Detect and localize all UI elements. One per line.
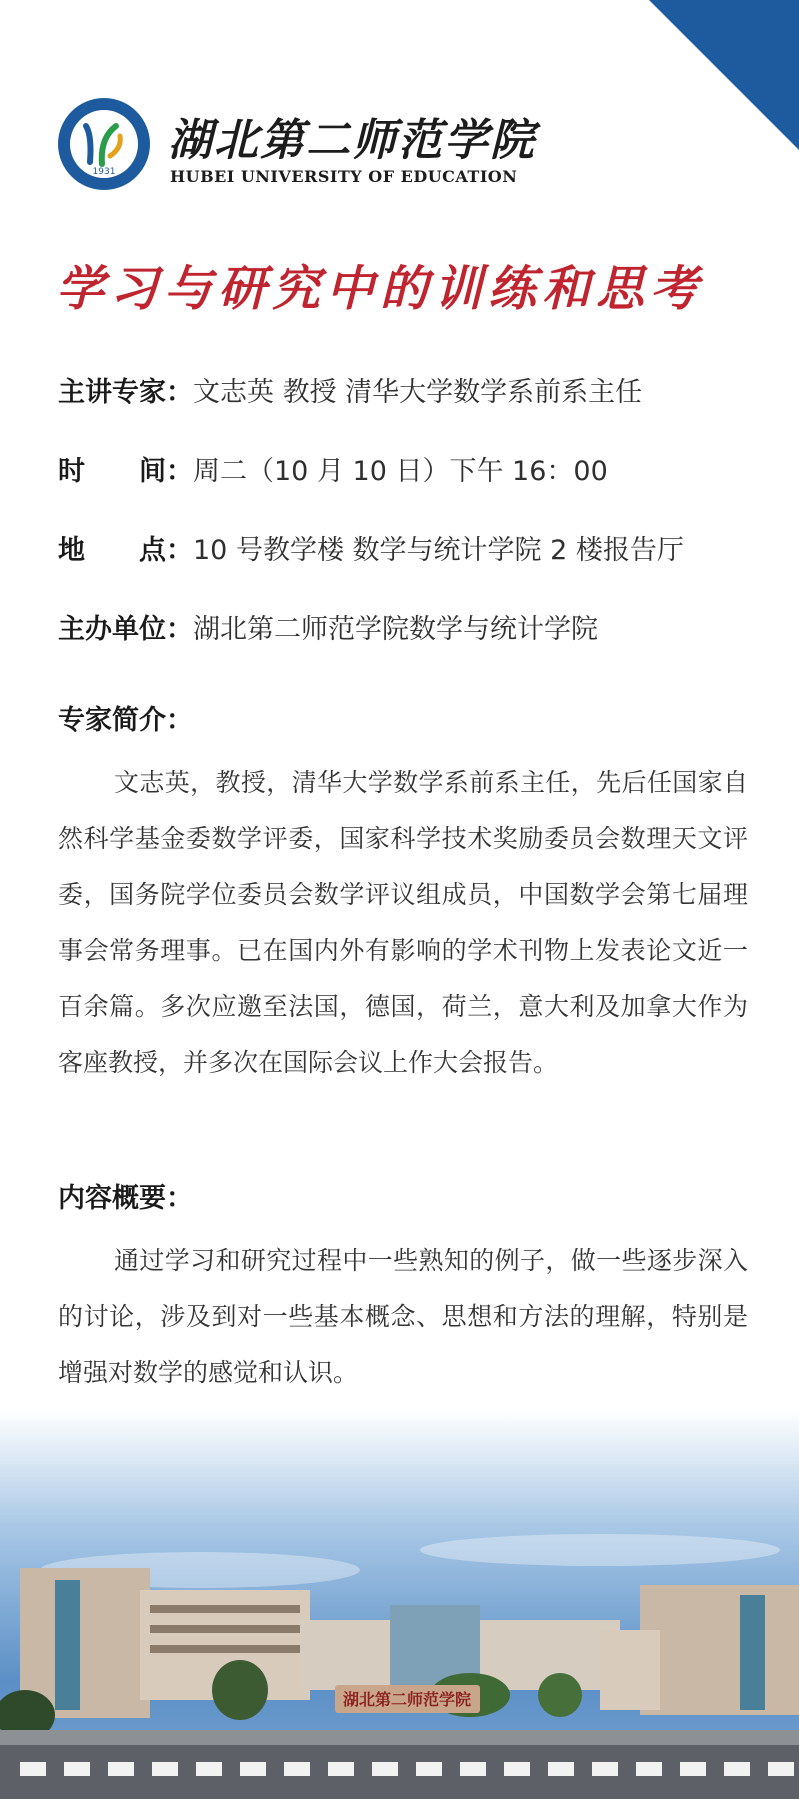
time-value: 周二（10 月 10 日）下午 16：00 <box>193 456 608 487</box>
host-value: 湖北第二师范学院数学与统计学院 <box>193 614 598 645</box>
gate-sign-text: 湖北第二师范学院 <box>342 1690 472 1709</box>
bio-paragraph: 文志英，教授，清华大学数学系前系主任，先后任国家自然科学基金委数学评委，国家科学技术奖励委员会数理天文评委，国务院学位委员会数学评议组成员，中国数学会第七届理事会常务理事。已在国内外有影响的学术刊物上发表论文近一百余篇。多次应邀至法国，德国，荷兰，意大利及加拿大作为客座教授，并多次在国际会议上作大会报告。 <box>58 768 748 1077</box>
speaker-label: 主讲专家： <box>58 377 193 408</box>
summary-heading: 内容概要： <box>58 1183 193 1214</box>
corner-decoration <box>649 0 799 150</box>
lecture-title: 学习与研究中的训练和思考 <box>56 261 705 317</box>
host-line <box>58 607 598 646</box>
speaker-value: 文志英 教授 清华大学数学系前系主任 <box>193 377 643 408</box>
campus-photo <box>0 1410 799 1799</box>
host-label: 主办单位： <box>58 614 193 645</box>
place-value: 10 号教学楼 数学与统计学院 2 楼报告厅 <box>193 535 684 566</box>
place-label: 地 点： <box>58 535 193 566</box>
university-name-en: HUBEI UNIVERSITY OF EDUCATION <box>170 167 518 186</box>
logo-year: 1931 <box>92 167 116 177</box>
university-name-cn: 湖北第二师范学院 <box>168 115 536 166</box>
time-label: 时 间： <box>58 456 193 487</box>
place-line <box>58 528 684 567</box>
university-logo-icon <box>56 96 152 192</box>
time-line <box>58 449 608 488</box>
summary-paragraph: 通过学习和研究过程中一些熟知的例子，做一些逐步深入的讨论，涉及到对一些基本概念、思想和方法的理解，特别是增强对数学的感觉和认识。 <box>58 1246 748 1387</box>
bio-heading: 专家简介： <box>58 705 193 736</box>
speaker-line <box>58 370 642 409</box>
